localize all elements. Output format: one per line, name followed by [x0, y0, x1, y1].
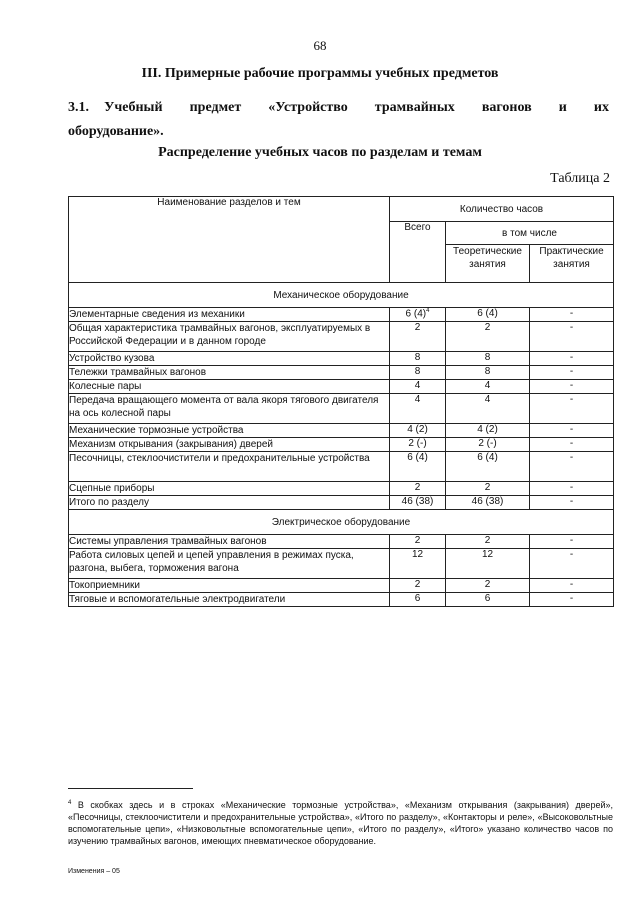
total-hours: 4: [414, 380, 421, 391]
practice-hours: -: [530, 322, 614, 352]
table-row: [69, 482, 614, 496]
total-hours: 6 (4): [407, 452, 428, 463]
theory-hours: 6 (4): [446, 308, 530, 322]
table-row: [69, 593, 614, 607]
theory-hours: 2: [446, 322, 530, 352]
total-hours-cell: [390, 452, 446, 482]
theory-hours: 46 (38): [446, 496, 530, 510]
total-hours-cell: [390, 380, 446, 394]
table-body: [69, 283, 614, 607]
total-hours: 2: [414, 535, 421, 546]
practice-hours: -: [530, 496, 614, 510]
total-hours: 12: [411, 549, 424, 560]
subject-heading: [68, 96, 609, 144]
topic-name: Устройство кузова: [69, 352, 390, 366]
total-hours-cell: [390, 394, 446, 424]
practice-hours: -: [530, 424, 614, 438]
section-title: Электрическое оборудование: [69, 510, 614, 535]
practice-hours: -: [530, 535, 614, 549]
total-hours-cell: [390, 535, 446, 549]
header-total: Всего: [390, 222, 446, 283]
footnote: [68, 797, 613, 847]
header-including: в том числе: [446, 222, 614, 245]
subject-title: Учебный предмет «Устройство трамвайных вагонов и их оборудование».: [68, 100, 609, 139]
table-row: [69, 394, 614, 424]
topic-name: Передача вращающего момента от вала якоря тягового двигателя на ось колесной пары: [69, 394, 390, 424]
topic-name: Механизм открывания (закрывания) дверей: [69, 438, 390, 452]
practice-hours: -: [530, 549, 614, 579]
table-row: [69, 535, 614, 549]
header-topics: Наименование разделов и тем: [69, 197, 390, 283]
table-row: [69, 322, 614, 352]
topic-name: Элементарные сведения из механики: [69, 308, 390, 322]
table-row: [69, 366, 614, 380]
total-hours: 8: [414, 366, 421, 377]
table-label: Таблица 2: [550, 171, 610, 186]
topic-name: Тележки трамвайных вагонов: [69, 366, 390, 380]
total-hours-cell: [390, 308, 446, 322]
theory-hours: 8: [446, 352, 530, 366]
footnote-text: В скобках здесь и в строках «Механические тормозные устройства», «Механизм открывания (закрывания) дверей», «Песочницы, стеклоочистители и предохранительные устройства», «Итого по разделу», «Контакторы и реле», «Высоковольтные вспомогательные цепи», «Низковольтные вспомогательные цепи», «Итого по разделу», «Итого» указано количество часов по изучению трамвайных вагонов, имеющих пневматическое оборудование.: [68, 800, 613, 846]
topic-name: Работа силовых цепей и цепей управления в режимах пуска, разгона, выбега, торможения вагона: [69, 549, 390, 579]
table-row: [69, 380, 614, 394]
total-hours-cell: [390, 579, 446, 593]
theory-hours: 4: [446, 380, 530, 394]
total-hours: 4 (2): [407, 424, 428, 435]
section-row: [69, 283, 614, 308]
practice-hours: -: [530, 482, 614, 496]
total-hours-cell: [390, 438, 446, 452]
theory-hours: 6 (4): [446, 452, 530, 482]
practice-hours: -: [530, 308, 614, 322]
total-hours: 6: [414, 593, 421, 604]
total-hours-cell: [390, 352, 446, 366]
distribution-heading: Распределение учебных часов по разделам и темам: [158, 145, 482, 160]
theory-hours: 2 (-): [446, 438, 530, 452]
footnote-divider: [68, 788, 193, 789]
practice-hours: -: [530, 366, 614, 380]
theory-hours: 2: [446, 482, 530, 496]
topic-name: Токоприемники: [69, 579, 390, 593]
total-hours-cell: [390, 482, 446, 496]
topic-name: Механические тормозные устройства: [69, 424, 390, 438]
total-hours: 2: [414, 322, 421, 333]
table-row: [69, 308, 614, 322]
total-hours: 8: [414, 352, 421, 363]
practice-hours: -: [530, 579, 614, 593]
topic-name: Песочницы, стеклоочистители и предохранительные устройства: [69, 452, 390, 482]
total-hours: 46 (38): [401, 496, 434, 507]
topic-name: Итого по разделу: [69, 496, 390, 510]
subject-number: 3.1.: [68, 100, 89, 115]
footnote-reference: 4: [426, 308, 430, 314]
table-row: [69, 496, 614, 510]
practice-hours: -: [530, 352, 614, 366]
total-hours-cell: [390, 366, 446, 380]
total-hours-cell: [390, 496, 446, 510]
theory-hours: 12: [446, 549, 530, 579]
total-hours: 2: [414, 579, 421, 590]
topic-name: Колесные пары: [69, 380, 390, 394]
table-row: [69, 424, 614, 438]
topic-name: Сцепные приборы: [69, 482, 390, 496]
practice-hours: -: [530, 394, 614, 424]
page-number: 68: [313, 38, 327, 53]
total-hours-cell: [390, 424, 446, 438]
total-hours: 6 (4): [405, 308, 427, 320]
practice-hours: -: [530, 438, 614, 452]
total-hours-cell: [390, 549, 446, 579]
theory-hours: 4: [446, 394, 530, 424]
theory-hours: 2: [446, 535, 530, 549]
header-practice: Практические занятия: [530, 245, 614, 283]
section-row: [69, 510, 614, 535]
practice-hours: -: [530, 380, 614, 394]
total-hours: 2 (-): [408, 438, 427, 449]
header-theory: Теоретические занятия: [446, 245, 530, 283]
changes-note: Изменения – 05: [68, 868, 120, 875]
topic-name: Системы управления трамвайных вагонов: [69, 535, 390, 549]
topic-name: Общая характеристика трамвайных вагонов, эксплуатируемых в Российской Федерации и в данном городе: [69, 322, 390, 352]
footnote-marker: 4: [68, 800, 72, 806]
header-hours: Количество часов: [390, 197, 614, 222]
table-row: [69, 452, 614, 482]
theory-hours: 6: [446, 593, 530, 607]
total-hours: 4: [414, 394, 421, 405]
hours-table: [68, 196, 614, 607]
table-row: [69, 438, 614, 452]
total-hours-cell: [390, 322, 446, 352]
table-row: [69, 549, 614, 579]
section-title: Механическое оборудование: [69, 283, 614, 308]
theory-hours: 2: [446, 579, 530, 593]
total-hours: 2: [414, 482, 421, 493]
topic-name: Тяговые и вспомогательные электродвигатели: [69, 593, 390, 607]
table-row: [69, 352, 614, 366]
theory-hours: 4 (2): [446, 424, 530, 438]
table-row: [69, 579, 614, 593]
theory-hours: 8: [446, 366, 530, 380]
section-heading: III. Примерные рабочие программы учебных предметов: [141, 66, 499, 81]
total-hours-cell: [390, 593, 446, 607]
practice-hours: -: [530, 593, 614, 607]
practice-hours: -: [530, 452, 614, 482]
